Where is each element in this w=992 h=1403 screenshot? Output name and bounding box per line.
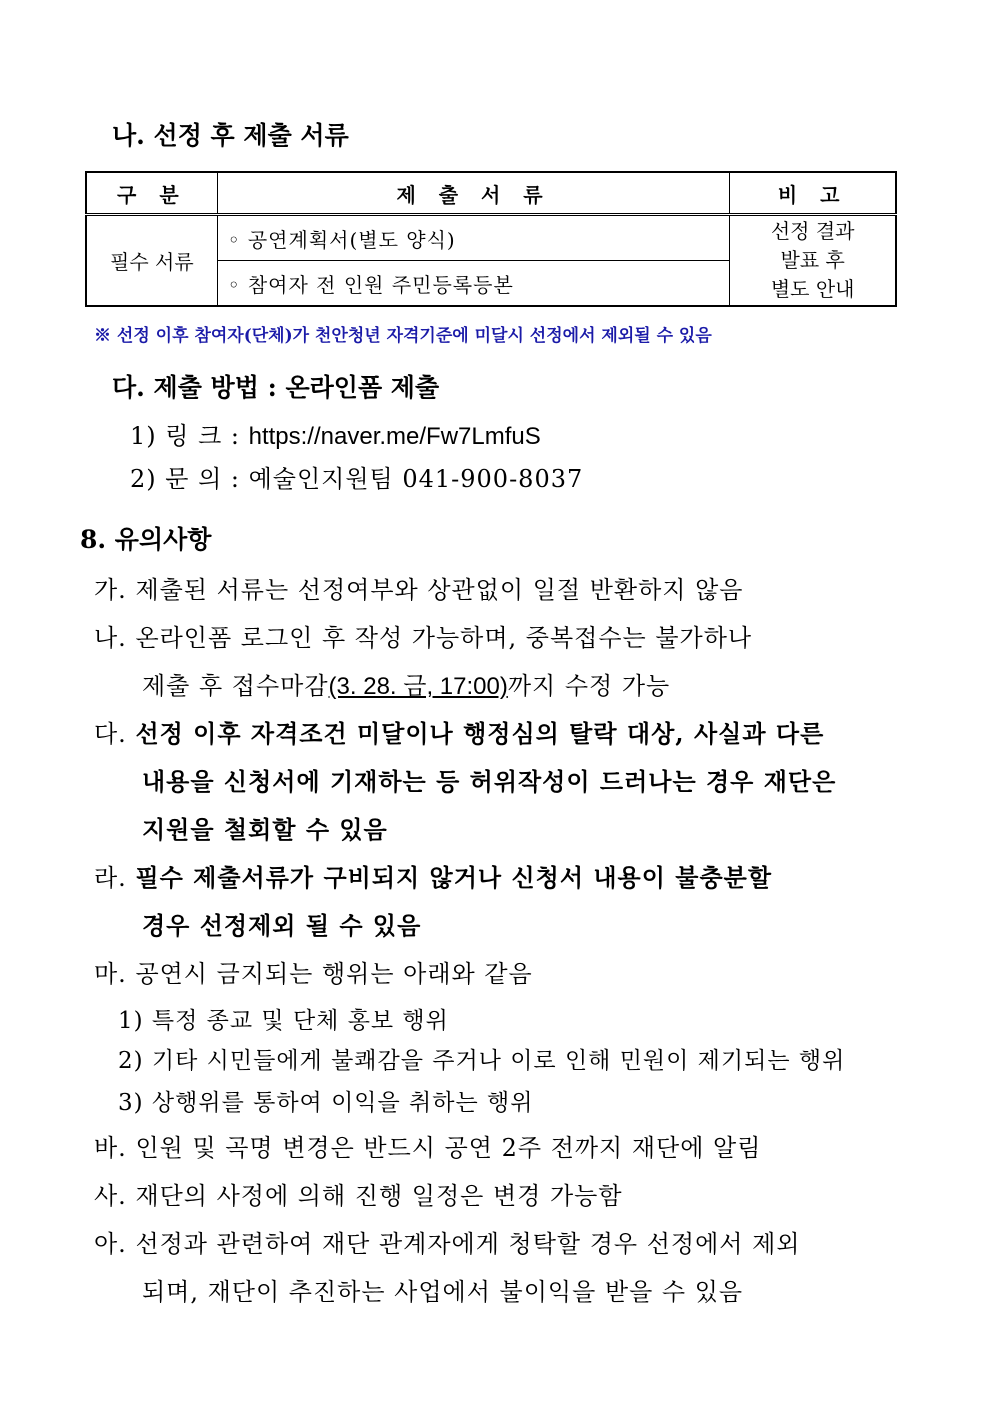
section-title-submit-method: 다. 제출 방법 : 온라인폼 제출 <box>112 373 440 402</box>
note-a-line2: 되며, 재단이 추진하는 사업에서 불이익을 받을 수 있음 <box>142 1278 744 1306</box>
note-ra-line2: 경우 선정제외 될 수 있음 <box>142 911 422 940</box>
table-header-documents: 제 출 서 류 <box>217 172 730 215</box>
note-na-text: 까지 수정 가능 <box>507 672 671 700</box>
link-line <box>130 416 541 451</box>
contact-label: 2) 문 의 : <box>130 465 249 493</box>
deadline-date: (3. 28. 금, 17:00) <box>328 673 508 700</box>
section-title-notes: 8. 유의사항 <box>80 525 212 554</box>
table-cell-document: ◦ 참여자 전 인원 주민등록등본 <box>217 261 730 307</box>
contact-value: 예술인지원팀 041-900-8037 <box>248 465 584 493</box>
note-ra-text: 필수 제출서류가 구비되지 않거나 신청서 내용이 불충분할 <box>135 863 773 892</box>
remark-line: 선정 결과 <box>770 219 855 243</box>
note-na-line2 <box>142 666 670 701</box>
note-prefix: 다. <box>94 720 136 748</box>
note-ra-line1 <box>94 858 772 893</box>
note-a-line1: 아. 선정과 관련하여 재단 관계자에게 청탁할 경우 선정에서 제외 <box>94 1230 801 1258</box>
note-prefix: 라. <box>94 864 136 892</box>
list-item: 1) 특정 종교 및 단체 홍보 행위 <box>118 1008 449 1034</box>
remark-line: 별도 안내 <box>770 277 855 301</box>
table-cell-category: 필수 서류 <box>86 215 217 307</box>
list-item: 2) 기타 시민들에게 불쾌감을 주거나 이로 인해 민원이 제기되는 행위 <box>118 1048 846 1074</box>
link-label: 1) 링 크 : <box>130 422 249 450</box>
table-cell-remarks <box>730 215 896 307</box>
note-na-line1: 나. 온라인폼 로그인 후 작성 가능하며, 중복접수는 불가하나 <box>94 624 753 652</box>
note-ga: 가. 제출된 서류는 선정여부와 상관없이 일절 반환하지 않음 <box>94 576 744 604</box>
submission-link[interactable]: https://naver.me/Fw7LmfuS <box>248 423 541 450</box>
table-row <box>86 215 896 261</box>
table-cell-document: ◦ 공연계획서(별도 양식) <box>217 215 730 261</box>
list-item: 3) 상행위를 통하여 이익을 취하는 행위 <box>118 1090 534 1116</box>
table-header-remarks: 비 고 <box>730 172 896 215</box>
note-ma: 마. 공연시 금지되는 행위는 아래와 같음 <box>94 960 533 988</box>
table-footnote: ※ 선정 이후 참여자(단체)가 천안청년 자격기준에 미달시 선정에서 제외될 수 있음 <box>94 326 712 346</box>
note-sa: 사. 재단의 사정에 의해 진행 일정은 변경 가능함 <box>94 1182 623 1210</box>
table-header-category: 구 분 <box>86 172 217 215</box>
note-da-text: 선정 이후 자격조건 미달이나 행정심의 탈락 대상, 사실과 다른 <box>135 719 825 748</box>
contact-line <box>130 459 583 494</box>
note-da-line1 <box>94 714 824 749</box>
remark-line: 발표 후 <box>780 248 845 272</box>
note-na-text: 제출 후 접수마감 <box>142 672 329 700</box>
note-ba: 바. 인원 및 곡명 변경은 반드시 공연 2주 전까지 재단에 알림 <box>94 1134 762 1162</box>
note-da-line3: 지원을 철회할 수 있음 <box>142 815 388 844</box>
submit-documents-table <box>85 171 897 307</box>
note-da-line2: 내용을 신청서에 기재하는 등 허위작성이 드러나는 경우 재단은 <box>142 767 837 796</box>
section-title-submit-docs: 나. 선정 후 제출 서류 <box>112 121 349 150</box>
